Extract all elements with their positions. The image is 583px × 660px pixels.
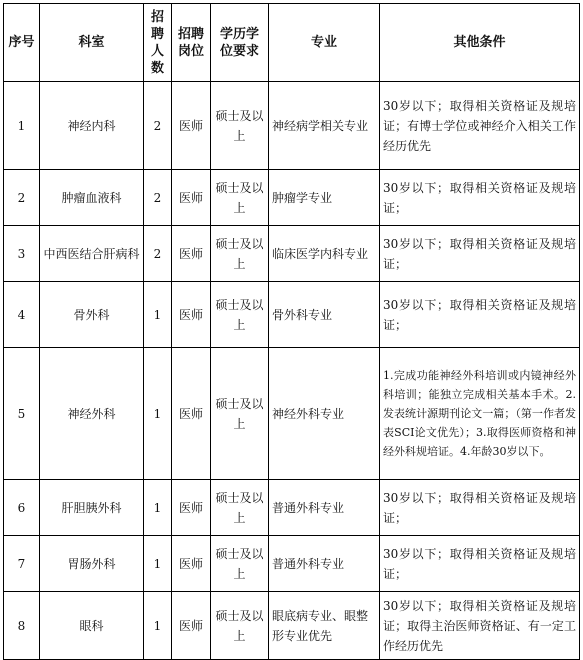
cell-dept: 眼科: [40, 592, 144, 660]
cell-count: 2: [144, 226, 172, 282]
cell-seq: 2: [4, 170, 40, 226]
cell-other: 30岁以下；取得相关资格证及规培证；: [380, 536, 580, 592]
cell-post: 医师: [172, 536, 211, 592]
cell-edu: 硕士及以上: [211, 226, 269, 282]
cell-count: 1: [144, 282, 172, 348]
cell-dept: 神经外科: [40, 348, 144, 480]
cell-post: 医师: [172, 170, 211, 226]
cell-seq: 6: [4, 480, 40, 536]
cell-major: 普通外科专业: [269, 536, 380, 592]
recruitment-table: [3, 3, 580, 660]
cell-other: 30岁以下；取得相关资格证及规培证；: [380, 282, 580, 348]
cell-seq: 5: [4, 348, 40, 480]
cell-other: 30岁以下；取得相关资格证及规培证；取得主治医师资格证、有一定工作经历优先: [380, 592, 580, 660]
cell-edu: 硕士及以上: [211, 348, 269, 480]
cell-major: 临床医学内科专业: [269, 226, 380, 282]
cell-post: 医师: [172, 480, 211, 536]
table-row: [4, 170, 580, 226]
table-row: [4, 536, 580, 592]
cell-dept: 肝胆胰外科: [40, 480, 144, 536]
header-post: 招聘岗位: [172, 4, 211, 82]
table-row: [4, 226, 580, 282]
cell-major: 肿瘤学专业: [269, 170, 380, 226]
cell-dept: 胃肠外科: [40, 536, 144, 592]
header-edu: 学历学位要求: [211, 4, 269, 82]
cell-edu: 硕士及以上: [211, 82, 269, 170]
cell-major: 眼底病专业、眼整形专业优先: [269, 592, 380, 660]
cell-dept: 神经内科: [40, 82, 144, 170]
cell-major: 普通外科专业: [269, 480, 380, 536]
cell-count: 2: [144, 82, 172, 170]
cell-edu: 硕士及以上: [211, 592, 269, 660]
cell-post: 医师: [172, 282, 211, 348]
recruitment-table-container: [3, 3, 580, 660]
header-row: [4, 4, 580, 82]
cell-edu: 硕士及以上: [211, 170, 269, 226]
cell-other: 30岁以下；取得相关资格证及规培证；: [380, 480, 580, 536]
cell-edu: 硕士及以上: [211, 282, 269, 348]
cell-dept: 肿瘤血液科: [40, 170, 144, 226]
cell-seq: 3: [4, 226, 40, 282]
cell-post: 医师: [172, 348, 211, 480]
cell-count: 1: [144, 592, 172, 660]
cell-count: 2: [144, 170, 172, 226]
cell-post: 医师: [172, 592, 211, 660]
cell-other: 30岁以下；取得相关资格证及规培证；: [380, 226, 580, 282]
cell-other: 30岁以下；取得相关资格证及规培证；有博士学位或神经介入相关工作经历优先: [380, 82, 580, 170]
table-row: [4, 480, 580, 536]
cell-count: 1: [144, 536, 172, 592]
table-row: [4, 82, 580, 170]
table-row: [4, 282, 580, 348]
table-row: [4, 592, 580, 660]
cell-major: 神经病学相关专业: [269, 82, 380, 170]
cell-seq: 7: [4, 536, 40, 592]
header-count: 招聘人数: [144, 4, 172, 82]
header-dept: 科室: [40, 4, 144, 82]
cell-post: 医师: [172, 226, 211, 282]
cell-count: 1: [144, 348, 172, 480]
cell-seq: 8: [4, 592, 40, 660]
cell-dept: 骨外科: [40, 282, 144, 348]
cell-other: 30岁以下；取得相关资格证及规培证；: [380, 170, 580, 226]
header-seq: 序号: [4, 4, 40, 82]
cell-seq: 4: [4, 282, 40, 348]
cell-other: 1.完成功能神经外科培训或内镜神经外科培训；能独立完成相关基本手术。2.发表统计源期刊论文一篇；（第一作者发表SCI论文优先）；3.取得医师资格和神经外科规培证。4.年龄30岁以下。: [380, 348, 580, 480]
header-major: 专业: [269, 4, 380, 82]
cell-edu: 硕士及以上: [211, 480, 269, 536]
cell-major: 骨外科专业: [269, 282, 380, 348]
table-row: [4, 348, 580, 480]
cell-seq: 1: [4, 82, 40, 170]
cell-edu: 硕士及以上: [211, 536, 269, 592]
header-other: 其他条件: [380, 4, 580, 82]
cell-major: 神经外科专业: [269, 348, 380, 480]
cell-post: 医师: [172, 82, 211, 170]
cell-dept: 中西医结合肝病科: [40, 226, 144, 282]
cell-count: 1: [144, 480, 172, 536]
